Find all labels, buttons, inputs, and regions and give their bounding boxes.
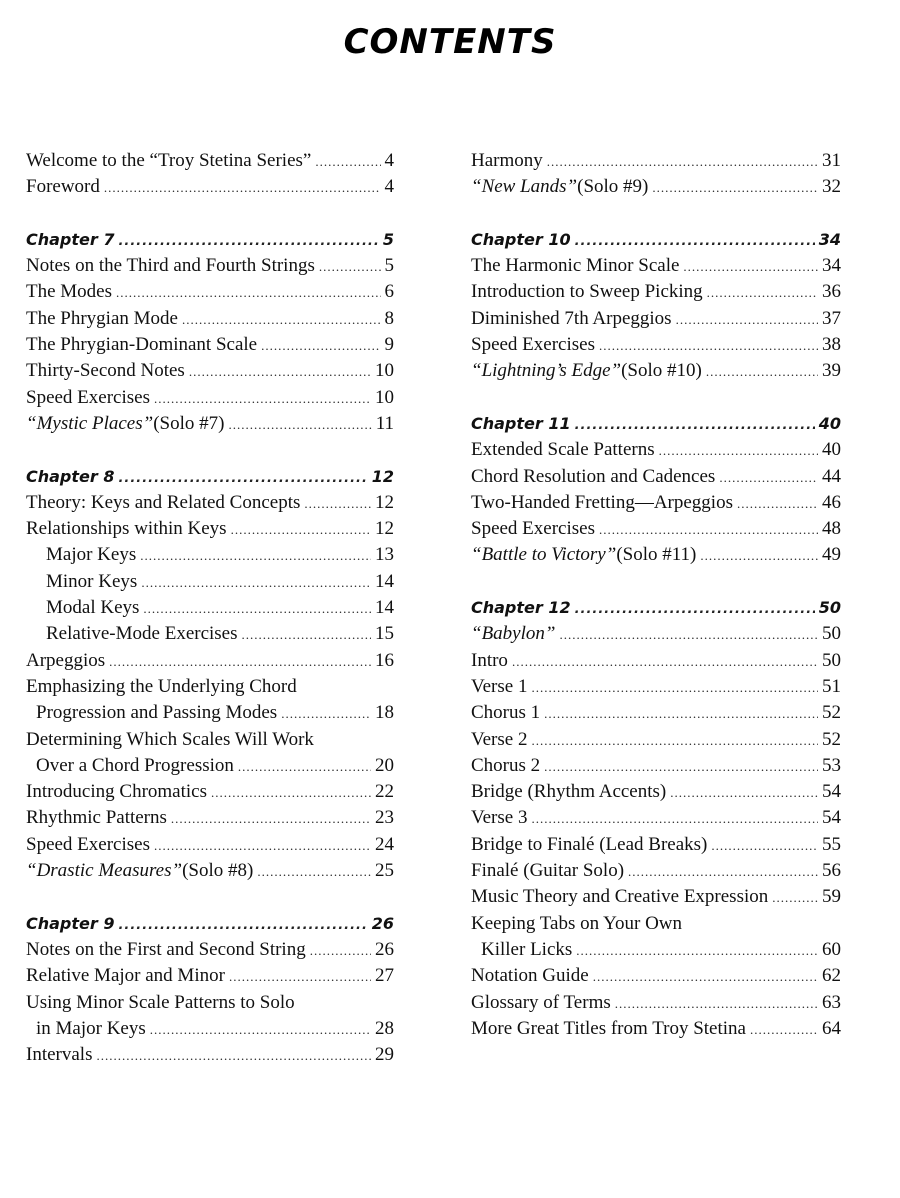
toc-subentry[interactable] bbox=[26, 595, 394, 621]
entry-page: 48 bbox=[822, 518, 841, 540]
entry-title: Chorus 2 bbox=[471, 754, 541, 776]
toc-entry[interactable] bbox=[26, 385, 394, 411]
leader-dots bbox=[575, 597, 815, 623]
entry-title: “Mystic Places” bbox=[26, 412, 154, 434]
entry-page: 5 bbox=[384, 255, 394, 277]
toc-entry[interactable] bbox=[26, 490, 394, 516]
entry-page: 10 bbox=[375, 386, 394, 408]
leader-dots bbox=[109, 649, 371, 675]
leader-dots bbox=[599, 333, 818, 359]
entry-title: Keeping Tabs on Your Own bbox=[471, 912, 683, 934]
leader-dots bbox=[593, 964, 818, 990]
entry-title: Speed Exercises bbox=[471, 334, 595, 356]
leader-dots bbox=[750, 1017, 818, 1043]
toc-entry-solo[interactable] bbox=[26, 411, 394, 437]
leader-dots bbox=[150, 1017, 371, 1043]
entry-page: 14 bbox=[375, 570, 394, 592]
leader-dots bbox=[140, 543, 371, 569]
entry-page: 20 bbox=[375, 754, 394, 776]
toc-entry[interactable] bbox=[26, 253, 394, 279]
leader-dots bbox=[599, 517, 818, 543]
entry-title: Theory: Keys and Related Concepts bbox=[26, 491, 301, 513]
toc-subentry[interactable] bbox=[26, 621, 394, 647]
leader-dots bbox=[576, 938, 818, 964]
leader-dots bbox=[141, 570, 371, 596]
entry-title: Speed Exercises bbox=[26, 386, 150, 408]
leader-dots bbox=[575, 413, 815, 439]
entry-page: 24 bbox=[375, 833, 394, 855]
entry-title: Relative-Mode Exercises bbox=[46, 623, 238, 645]
leader-dots bbox=[281, 701, 371, 727]
toc-entry[interactable] bbox=[26, 832, 394, 858]
entry-title: More Great Titles from Troy Stetina bbox=[471, 1017, 746, 1039]
entry-title: The Modes bbox=[26, 281, 113, 303]
chapter-title: Chapter 11 bbox=[471, 413, 571, 433]
toc-entry-line2[interactable] bbox=[26, 1016, 394, 1042]
entry-title: Extended Scale Patterns bbox=[471, 439, 655, 461]
leader-dots bbox=[189, 359, 371, 385]
entry-page: 31 bbox=[822, 150, 841, 171]
entry-suffix: (Solo #9) bbox=[577, 176, 649, 198]
entry-title: Verse 2 bbox=[471, 728, 528, 750]
toc-entry[interactable] bbox=[471, 805, 841, 831]
leader-dots bbox=[229, 964, 371, 990]
entry-page: 34 bbox=[822, 255, 841, 277]
toc-entry[interactable] bbox=[26, 779, 394, 805]
chapter-title: Chapter 8 bbox=[26, 466, 115, 486]
entry-page: 27 bbox=[375, 965, 394, 987]
entry-page: 39 bbox=[822, 360, 841, 382]
entry-page: 37 bbox=[822, 307, 841, 329]
chapter-heading[interactable] bbox=[471, 227, 841, 253]
toc-entry[interactable] bbox=[26, 805, 394, 831]
toc-entry[interactable] bbox=[471, 490, 841, 516]
chapter-heading[interactable] bbox=[471, 411, 841, 437]
entry-title: Introduction to Sweep Picking bbox=[471, 281, 703, 303]
toc-entry-line1[interactable] bbox=[26, 674, 394, 700]
leader-dots bbox=[531, 675, 818, 701]
toc-entry[interactable] bbox=[471, 674, 841, 700]
entry-page: 54 bbox=[822, 781, 841, 803]
entry-page: 23 bbox=[375, 807, 394, 829]
chapter-title: Chapter 7 bbox=[26, 229, 115, 249]
chapter-heading[interactable] bbox=[471, 595, 841, 621]
toc-entry-solo[interactable] bbox=[26, 858, 394, 884]
entry-title: Notes on the Third and Fourth Strings bbox=[26, 255, 315, 277]
toc-entry-line2[interactable] bbox=[471, 937, 841, 963]
entry-page: 12 bbox=[375, 518, 394, 540]
toc-entry-line1[interactable] bbox=[471, 911, 841, 937]
entry-page: 8 bbox=[384, 307, 394, 329]
entry-title: Modal Keys bbox=[46, 597, 140, 619]
toc-entry[interactable] bbox=[26, 963, 394, 989]
leader-dots bbox=[319, 254, 381, 280]
entry-title: Two-Handed Fretting—Arpeggios bbox=[471, 491, 733, 513]
leader-dots bbox=[315, 149, 380, 175]
entry-title: “Drastic Measures” bbox=[26, 860, 183, 882]
entry-title: Determining Which Scales Will Work bbox=[26, 728, 314, 750]
entry-title: Intro bbox=[471, 649, 508, 671]
entry-suffix: (Solo #10) bbox=[621, 360, 702, 382]
leader-dots bbox=[512, 649, 818, 675]
leader-dots bbox=[228, 412, 371, 438]
toc-entry[interactable] bbox=[26, 937, 394, 963]
toc-subentry[interactable] bbox=[26, 542, 394, 568]
entry-title: Bridge to Finalé (Lead Breaks) bbox=[471, 833, 708, 855]
entry-title: Speed Exercises bbox=[26, 833, 150, 855]
leader-dots bbox=[118, 913, 367, 939]
toc-right-column bbox=[471, 148, 841, 1042]
entry-page: 50 bbox=[822, 649, 841, 671]
leader-dots bbox=[706, 359, 818, 385]
leader-dots bbox=[683, 254, 818, 280]
leader-dots bbox=[652, 175, 818, 201]
entry-page: 10 bbox=[375, 360, 394, 382]
leader-dots bbox=[242, 622, 371, 648]
entry-page: 14 bbox=[375, 597, 394, 619]
entry-page: 13 bbox=[375, 544, 394, 566]
toc-entry[interactable] bbox=[471, 1016, 841, 1042]
chapter-heading[interactable] bbox=[26, 464, 394, 490]
entry-suffix: (Solo #7) bbox=[153, 412, 225, 434]
entry-title: Intervals bbox=[26, 1044, 93, 1066]
toc-entry-line1[interactable] bbox=[26, 727, 394, 753]
leader-dots bbox=[143, 596, 371, 622]
entry-page: 6 bbox=[384, 281, 394, 303]
entry-title: Diminished 7th Arpeggios bbox=[471, 307, 672, 329]
toc-entry-line1[interactable] bbox=[26, 990, 394, 1016]
toc-entry-line2[interactable] bbox=[26, 753, 394, 779]
toc-entry[interactable] bbox=[471, 306, 841, 332]
leader-dots bbox=[238, 754, 371, 780]
leader-dots bbox=[118, 466, 367, 492]
entry-title: Relative Major and Minor bbox=[26, 965, 225, 987]
toc-entry[interactable] bbox=[26, 1042, 394, 1068]
entry-title: Introducing Chromatics bbox=[26, 781, 207, 803]
entry-page: 26 bbox=[375, 938, 394, 960]
leader-dots bbox=[96, 1043, 371, 1069]
leader-dots bbox=[575, 229, 815, 255]
toc-entry[interactable] bbox=[471, 332, 841, 358]
entry-page: 51 bbox=[822, 675, 841, 697]
toc-entry[interactable] bbox=[471, 779, 841, 805]
toc-entry[interactable] bbox=[26, 148, 394, 174]
leader-dots bbox=[104, 175, 381, 201]
page-title: CONTENTS bbox=[343, 22, 557, 62]
entry-page: 4 bbox=[384, 176, 394, 198]
chapter-page: 26 bbox=[371, 913, 394, 933]
entry-page: 54 bbox=[822, 807, 841, 829]
leader-dots bbox=[154, 833, 371, 859]
toc-entry[interactable] bbox=[471, 963, 841, 989]
entry-page: 9 bbox=[384, 334, 394, 356]
toc-entry-solo[interactable] bbox=[471, 174, 841, 200]
toc-entry[interactable] bbox=[26, 332, 394, 358]
chapter-page: 40 bbox=[818, 413, 841, 433]
toc-entry[interactable] bbox=[471, 884, 841, 910]
leader-dots bbox=[182, 307, 381, 333]
entry-page: 50 bbox=[822, 623, 841, 645]
entry-suffix: (Solo #8) bbox=[182, 860, 254, 882]
leader-dots bbox=[171, 806, 371, 832]
leader-dots bbox=[544, 754, 818, 780]
leader-dots bbox=[719, 465, 818, 491]
chapter-title: Chapter 10 bbox=[471, 229, 571, 249]
toc-entry-line2[interactable] bbox=[26, 700, 394, 726]
entry-title: Thirty-Second Notes bbox=[26, 360, 185, 382]
entry-title: Major Keys bbox=[46, 544, 137, 566]
leader-dots bbox=[231, 517, 371, 543]
entry-page: 55 bbox=[822, 833, 841, 855]
entry-title: Bridge (Rhythm Accents) bbox=[471, 781, 667, 803]
entry-title: Music Theory and Creative Expression bbox=[471, 886, 769, 908]
entry-page: 46 bbox=[822, 491, 841, 513]
entry-page: 56 bbox=[822, 860, 841, 882]
entry-title: Relationships within Keys bbox=[26, 518, 227, 540]
entry-page: 52 bbox=[822, 702, 841, 724]
leader-dots bbox=[559, 622, 818, 648]
toc-entry-solo[interactable] bbox=[471, 542, 841, 568]
toc-entry-solo[interactable] bbox=[471, 358, 841, 384]
entry-page: 15 bbox=[375, 623, 394, 645]
entry-title: Killer Licks bbox=[481, 938, 573, 960]
leader-dots bbox=[700, 543, 818, 569]
entry-title: Using Minor Scale Patterns to Solo bbox=[26, 991, 295, 1013]
chapter-page: 12 bbox=[371, 466, 394, 486]
toc-entry[interactable] bbox=[471, 437, 841, 463]
leader-dots bbox=[118, 229, 378, 255]
toc-entry[interactable] bbox=[471, 727, 841, 753]
toc-entry[interactable] bbox=[471, 148, 841, 174]
entry-title: Verse 3 bbox=[471, 807, 528, 829]
entry-title: Arpeggios bbox=[26, 649, 106, 671]
entry-page: 25 bbox=[375, 860, 394, 882]
entry-title: Emphasizing the Underlying Chord bbox=[26, 675, 297, 697]
toc-entry[interactable] bbox=[26, 279, 394, 305]
entry-page: 36 bbox=[822, 281, 841, 303]
leader-dots bbox=[257, 859, 371, 885]
toc-entry[interactable] bbox=[26, 358, 394, 384]
entry-title: Welcome to the “Troy Stetina Series” bbox=[26, 150, 312, 171]
leader-dots bbox=[531, 806, 818, 832]
entry-page: 12 bbox=[375, 491, 394, 513]
chapter-page: 34 bbox=[818, 229, 841, 249]
chapter-title: Chapter 9 bbox=[26, 913, 115, 933]
entry-title: “Lightning’s Edge” bbox=[471, 360, 622, 382]
leader-dots bbox=[676, 307, 818, 333]
toc-subentry[interactable] bbox=[26, 569, 394, 595]
leader-dots bbox=[547, 149, 818, 175]
toc-left-column bbox=[26, 148, 394, 1068]
entry-title: Glossary of Terms bbox=[471, 991, 611, 1013]
toc-entry[interactable] bbox=[26, 174, 394, 200]
leader-dots bbox=[304, 491, 371, 517]
leader-dots bbox=[737, 491, 818, 517]
entry-page: 32 bbox=[822, 176, 841, 198]
entry-title: in Major Keys bbox=[36, 1017, 146, 1039]
leader-dots bbox=[670, 780, 818, 806]
toc-entry[interactable] bbox=[471, 464, 841, 490]
leader-dots bbox=[211, 780, 371, 806]
entry-page: 62 bbox=[822, 965, 841, 987]
entry-title: Finalé (Guitar Solo) bbox=[471, 860, 625, 882]
leader-dots bbox=[116, 280, 380, 306]
entry-title: The Phrygian-Dominant Scale bbox=[26, 334, 258, 356]
toc-entry[interactable] bbox=[471, 279, 841, 305]
leader-dots bbox=[154, 386, 371, 412]
entry-title: Over a Chord Progression bbox=[36, 754, 234, 776]
entry-suffix: (Solo #11) bbox=[616, 544, 697, 566]
entry-page: 29 bbox=[375, 1044, 394, 1066]
entry-page: 63 bbox=[822, 991, 841, 1013]
toc-entry[interactable] bbox=[26, 516, 394, 542]
entry-page: 4 bbox=[384, 150, 394, 171]
toc-entry[interactable] bbox=[471, 832, 841, 858]
chapter-page: 5 bbox=[382, 229, 394, 249]
entry-title: The Phrygian Mode bbox=[26, 307, 178, 329]
entry-page: 52 bbox=[822, 728, 841, 750]
entry-page: 49 bbox=[822, 544, 841, 566]
entry-title: Foreword bbox=[26, 176, 100, 198]
toc-entry[interactable] bbox=[471, 253, 841, 279]
toc-entry-song[interactable] bbox=[471, 621, 841, 647]
leader-dots bbox=[711, 833, 818, 859]
entry-page: 38 bbox=[822, 334, 841, 356]
entry-title: Speed Exercises bbox=[471, 518, 595, 540]
entry-page: 22 bbox=[375, 781, 394, 803]
entry-title: “Babylon” bbox=[471, 623, 556, 645]
toc-entry[interactable] bbox=[471, 648, 841, 674]
entry-page: 60 bbox=[822, 938, 841, 960]
leader-dots bbox=[707, 280, 818, 306]
entry-title: Notes on the First and Second String bbox=[26, 938, 306, 960]
entry-title: Verse 1 bbox=[471, 675, 528, 697]
entry-page: 44 bbox=[822, 465, 841, 487]
entry-page: 18 bbox=[375, 702, 394, 724]
entry-title: Progression and Passing Modes bbox=[36, 702, 278, 724]
toc-entry[interactable] bbox=[471, 516, 841, 542]
entry-title: The Harmonic Minor Scale bbox=[471, 255, 680, 277]
entry-page: 40 bbox=[822, 439, 841, 461]
leader-dots bbox=[772, 885, 818, 911]
toc-entry[interactable] bbox=[26, 648, 394, 674]
entry-title: Minor Keys bbox=[46, 570, 138, 592]
leader-dots bbox=[659, 438, 818, 464]
toc-entry[interactable] bbox=[471, 858, 841, 884]
chapter-heading[interactable] bbox=[26, 911, 394, 937]
entry-title: “New Lands” bbox=[471, 176, 578, 198]
entry-title: Notation Guide bbox=[471, 965, 589, 987]
entry-title: Chord Resolution and Cadences bbox=[471, 465, 716, 487]
entry-title: Harmony bbox=[471, 150, 543, 171]
entry-title: Rhythmic Patterns bbox=[26, 807, 167, 829]
entry-page: 11 bbox=[375, 412, 394, 434]
toc-entry[interactable] bbox=[26, 306, 394, 332]
toc-entry[interactable] bbox=[471, 990, 841, 1016]
entry-title: Chorus 1 bbox=[471, 702, 541, 724]
leader-dots bbox=[531, 728, 818, 754]
leader-dots bbox=[628, 859, 818, 885]
entry-page: 28 bbox=[375, 1017, 394, 1039]
chapter-heading[interactable] bbox=[26, 227, 394, 253]
entry-page: 53 bbox=[822, 754, 841, 776]
leader-dots bbox=[261, 333, 380, 359]
entry-page: 59 bbox=[822, 886, 841, 908]
entry-page: 64 bbox=[822, 1017, 841, 1039]
leader-dots bbox=[544, 701, 818, 727]
chapter-page: 50 bbox=[818, 598, 841, 618]
toc-entry[interactable] bbox=[471, 753, 841, 779]
toc-entry[interactable] bbox=[471, 700, 841, 726]
leader-dots bbox=[615, 991, 818, 1017]
entry-title: “Battle to Victory” bbox=[471, 544, 617, 566]
leader-dots bbox=[310, 938, 371, 964]
entry-page: 16 bbox=[375, 649, 394, 671]
chapter-title: Chapter 12 bbox=[471, 598, 571, 618]
